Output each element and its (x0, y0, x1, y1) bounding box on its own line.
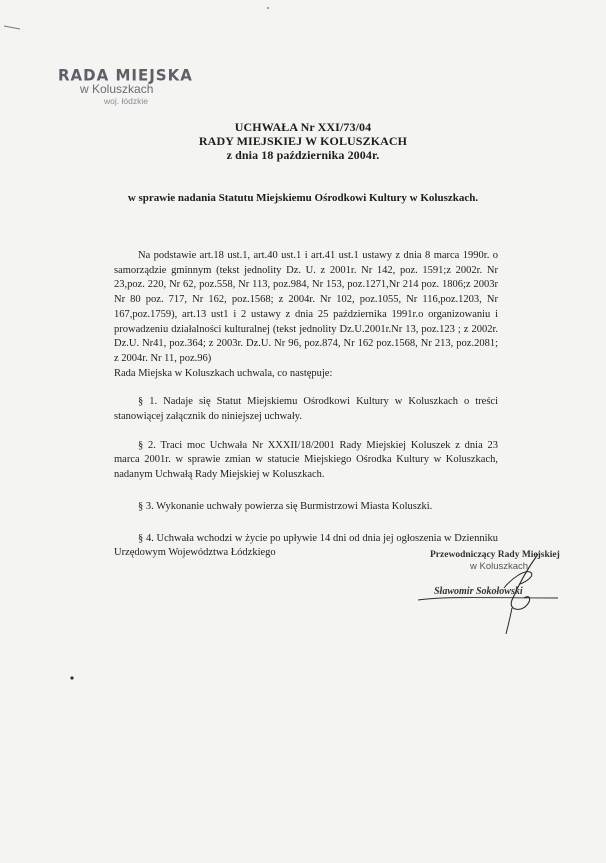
preamble (114, 249, 498, 367)
preamble-legal-basis: Na podstawie art.18 ust.1, art.40 ust.1 i art.41 ust.1 ustawy z dnia 8 marca 1990r. o samorządzie gminnym (tekst jednolity Dz. U. z 2001r. Nr 142, poz. 1591;z 2002r. Nr 23,poz. 220, Nr 62, poz.558, Nr 113, poz.984, Nr 153, poz.1271,Nr 214 poz. 1806;z 2003r Nr 80 poz. 717, Nr 162, poz.1568; z 2004r. Nr 102, poz.1055, Nr 116,poz.1203, Nr 167,poz.1759), art.13 ust1 i 2 ustawy z dnia 25 października 1991r.o organizowaniu i prowadzeniu działalności kulturalnej (tekst jednolity Dz.U.2001r.Nr 13, poz.123 ; z 2002r. Dz.U. Nr41, poz.364; z 2003r. Dz.U. Nr 96, poz.874, Nr 162 poz.1568, Nr 213, poz.2081; z 2004r. Nr 11, poz.96) (114, 250, 498, 364)
resolution-subject: w sprawie nadania Statutu Miejskiemu Ośrodkowi Kultury w Koluszkach. (127, 192, 479, 204)
resolution-number: UCHWAŁA Nr XXI/73/04 (234, 120, 372, 134)
signatory-role: Przewodniczący Rady Miejskiej (430, 550, 560, 560)
signature-block (430, 550, 590, 597)
section-1: § 1. Nadaje się Statut Miejskiemu Ośrodkowi Kultury w Koluszkach o treści stanowiącej załącznik do niniejszej uchwały. (114, 396, 498, 423)
scan-dot (70, 676, 73, 679)
stamp-city: w Koluszkach (80, 82, 154, 96)
scan-mark-top-left (4, 26, 20, 29)
resolution-issuer: RADY MIEJSKIEJ W KOLUSZKACH (198, 134, 408, 148)
stamp-region: woj. łódzkie (104, 96, 148, 106)
resolution-date: z dnia 18 października 2004r. (226, 148, 380, 162)
resolution-header (0, 120, 606, 162)
signatory-place: w Koluszkach (470, 561, 529, 572)
council-stamp (58, 66, 228, 106)
signatory-name: Sławomir Sokołowski (434, 586, 523, 597)
preamble-end: Rada Miejska w Koluszkach uchwala, co następuje: (114, 367, 333, 379)
resolution-body (114, 249, 498, 561)
section-4: § 4. Uchwała wchodzi w życie po upływie 14 dni od dnia jej ogłoszenia w Dzienniku Urzędowym Województwa Łódzkiego (114, 532, 498, 559)
section-3: § 3. Wykonanie uchwały powierza się Burmistrzowi Miasta Koluszki. (138, 500, 433, 512)
scan-dot-top (267, 7, 269, 9)
stamp-title: RADA MIEJSKA (58, 65, 193, 85)
section-2: § 2. Traci moc Uchwała Nr XXXII/18/2001 Rady Miejskiej Koluszek z dnia 23 marca 2001r. w sprawie zmian w statucie Miejskiego Ośrodka Kultury w Koluszkach, nadanym Uchwałą Rady Miejskiej w Koluszkach. (114, 439, 498, 481)
